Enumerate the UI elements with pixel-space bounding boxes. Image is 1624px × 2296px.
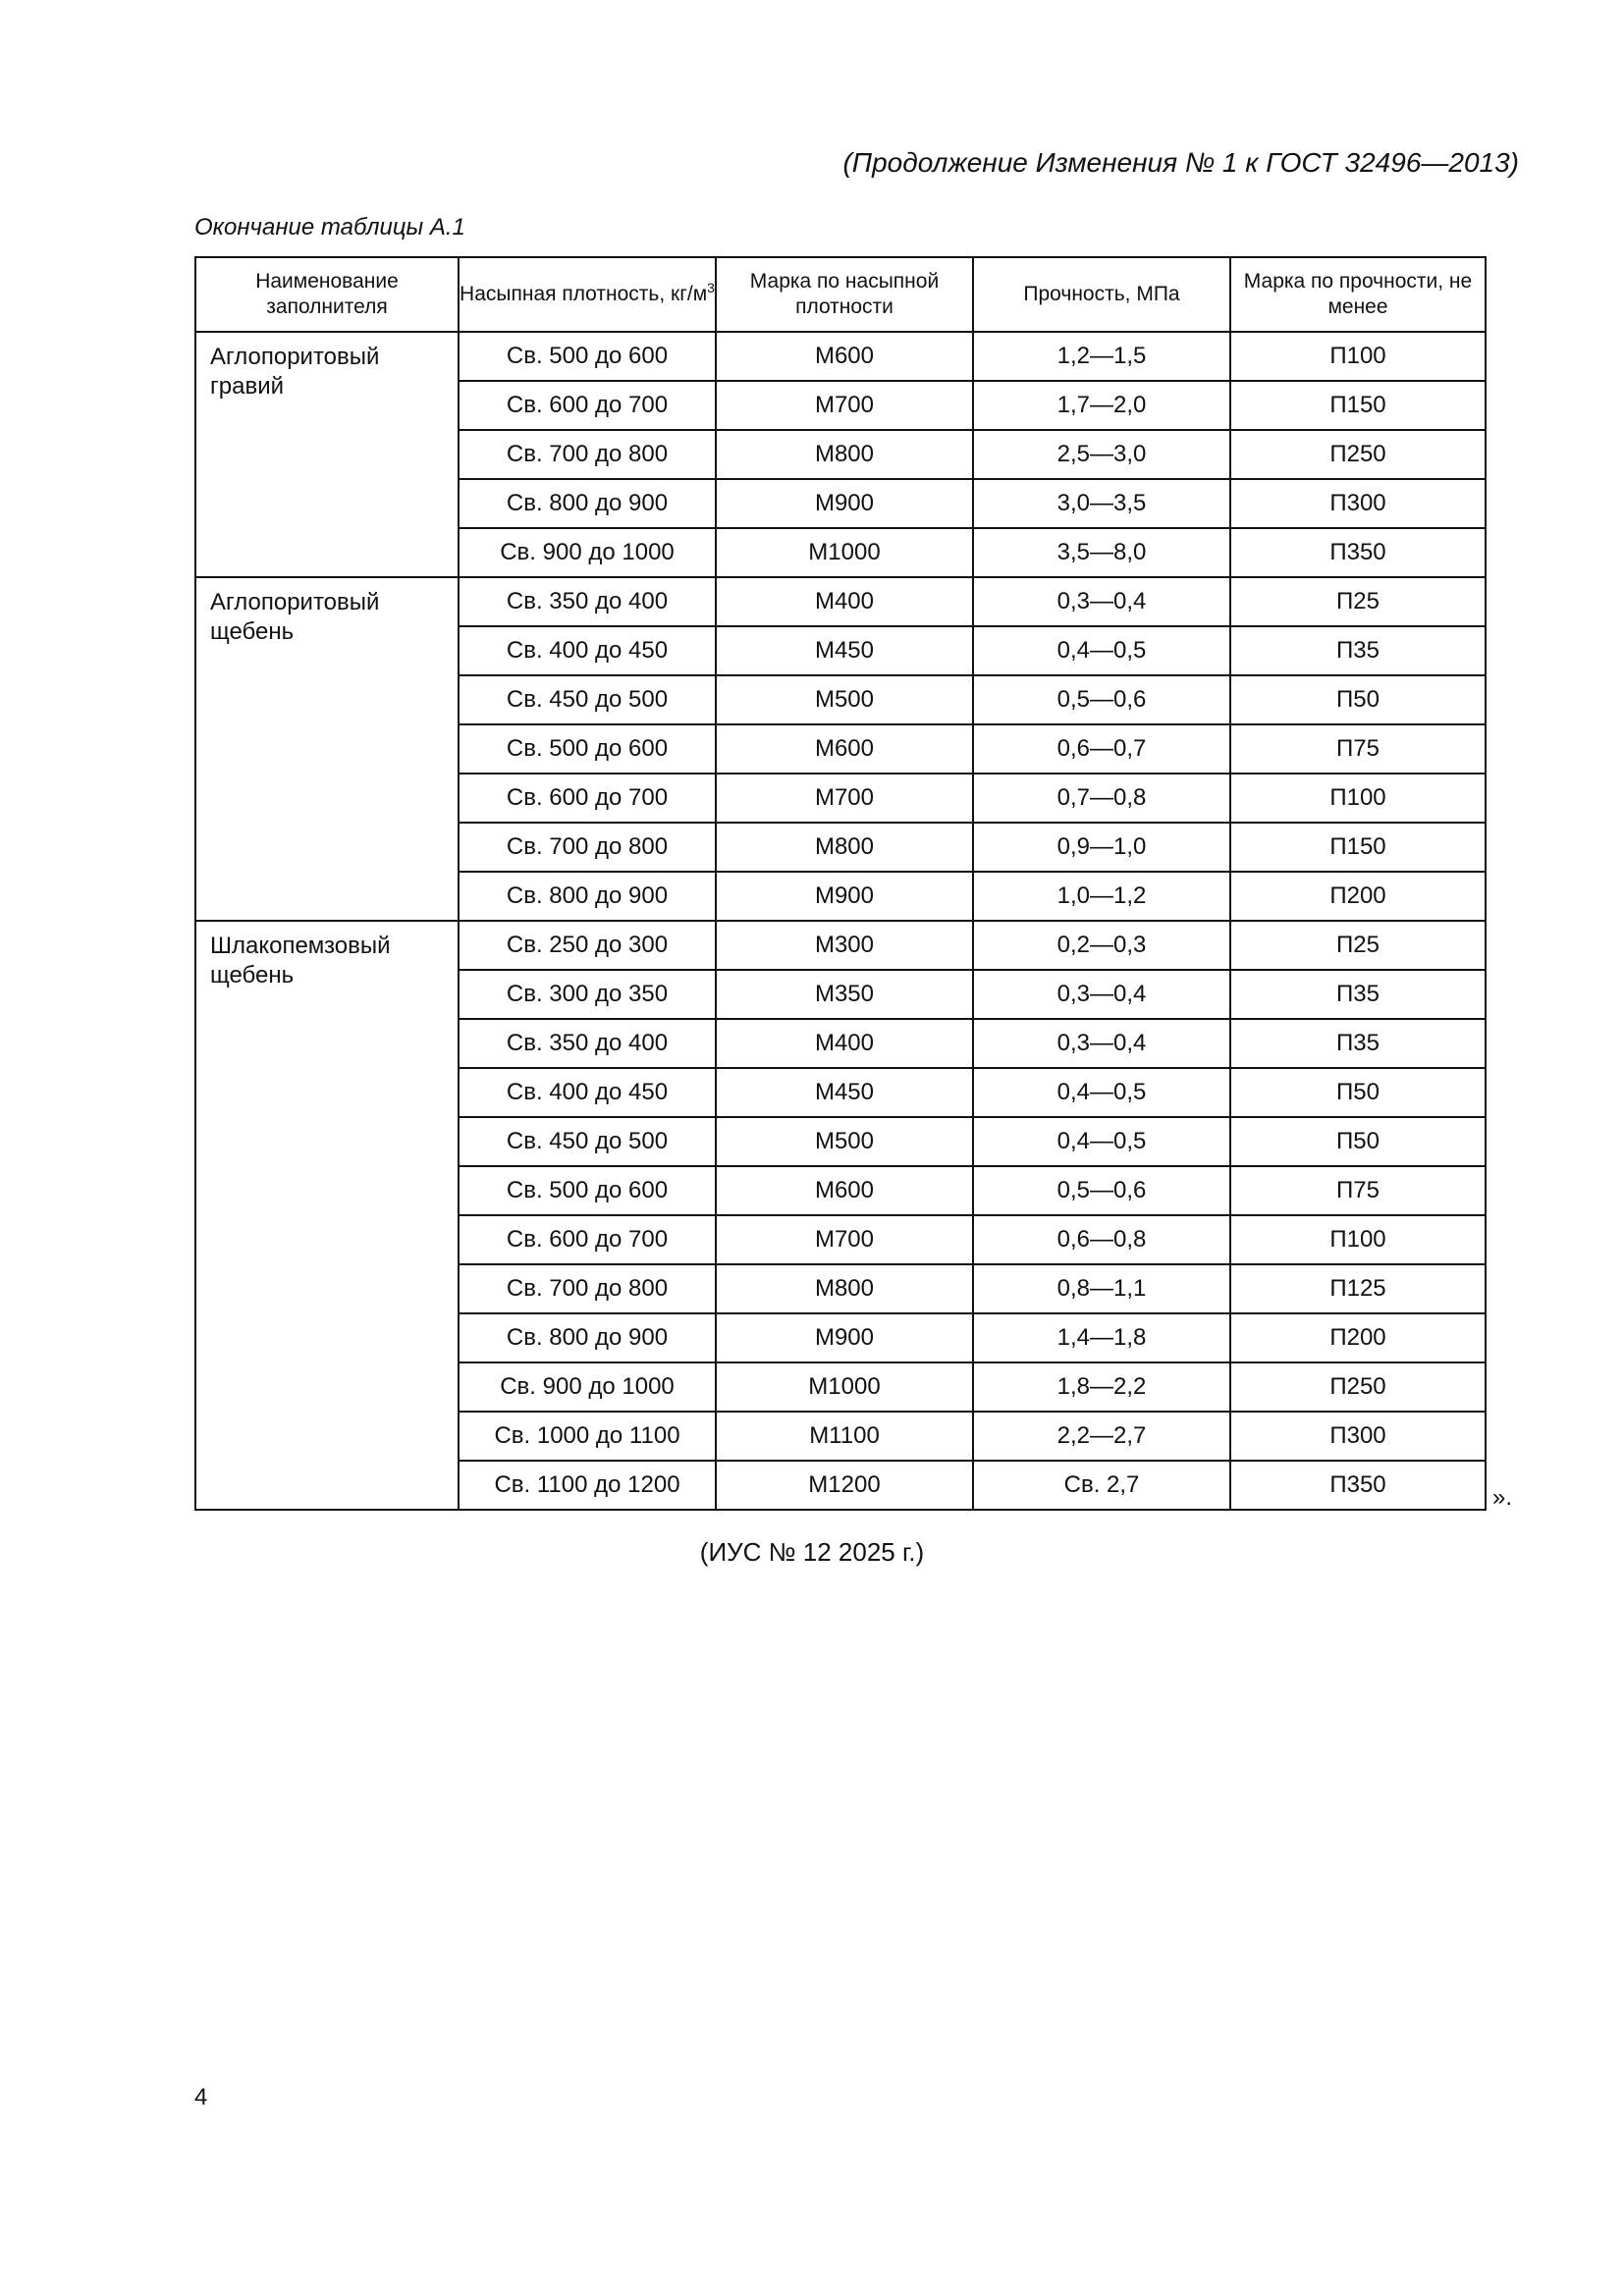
strength-cell: 1,2—1,5 <box>973 332 1230 381</box>
density-grade-cell: М300 <box>716 921 973 970</box>
bulk-density-cell: Св. 250 до 300 <box>459 921 716 970</box>
bulk-density-cell: Св. 700 до 800 <box>459 430 716 479</box>
density-grade-cell: М900 <box>716 1313 973 1362</box>
strength-cell: 0,8—1,1 <box>973 1264 1230 1313</box>
bulk-density-cell: Св. 600 до 700 <box>459 774 716 823</box>
strength-grade-cell: П25 <box>1230 921 1486 970</box>
strength-cell: 1,0—1,2 <box>973 872 1230 921</box>
density-grade-cell: М700 <box>716 774 973 823</box>
amendment-header-note: (Продолжение Изменения № 1 к ГОСТ 32496—2013) <box>842 147 1519 178</box>
bulk-density-cell: Св. 400 до 450 <box>459 626 716 675</box>
header-aggregate-name: Наименование заполнителя <box>195 257 459 332</box>
bulk-density-cell: Св. 400 до 450 <box>459 1068 716 1117</box>
aggregate-name-cell: Аглопоритовый гравий <box>195 332 459 577</box>
density-grade-cell: М700 <box>716 1215 973 1264</box>
strength-grade-cell: П75 <box>1230 1166 1486 1215</box>
density-grade-cell: М400 <box>716 1019 973 1068</box>
bulk-density-cell: Св. 500 до 600 <box>459 724 716 774</box>
strength-grade-cell: П100 <box>1230 1215 1486 1264</box>
bulk-density-cell: Св. 800 до 900 <box>459 872 716 921</box>
header-strength: Прочность, МПа <box>973 257 1230 332</box>
strength-cell: 0,6—0,8 <box>973 1215 1230 1264</box>
strength-cell: 0,4—0,5 <box>973 1117 1230 1166</box>
density-grade-cell: М500 <box>716 1117 973 1166</box>
density-grade-cell: М800 <box>716 823 973 872</box>
strength-grade-cell: П50 <box>1230 1068 1486 1117</box>
aggregate-name-cell: Шлакопемзовый щебень <box>195 921 459 1510</box>
bulk-density-cell: Св. 350 до 400 <box>459 1019 716 1068</box>
density-grade-cell: М600 <box>716 1166 973 1215</box>
header-strength-grade: Марка по прочности, не менее <box>1230 257 1486 332</box>
table-row <box>195 921 1486 970</box>
strength-grade-cell: П100 <box>1230 774 1486 823</box>
closing-quote: ». <box>1492 1484 1513 1511</box>
table-caption: Окончание таблицы А.1 <box>194 214 465 240</box>
density-grade-cell: М800 <box>716 1264 973 1313</box>
strength-grade-cell: П150 <box>1230 381 1486 430</box>
strength-grade-cell: П300 <box>1230 479 1486 528</box>
density-grade-cell: М700 <box>716 381 973 430</box>
bulk-density-cell: Св. 450 до 500 <box>459 675 716 724</box>
bulk-density-cell: Св. 500 до 600 <box>459 332 716 381</box>
table-header-row <box>195 257 1486 332</box>
table-body <box>195 332 1486 1510</box>
strength-grade-cell: П25 <box>1230 577 1486 626</box>
bulk-density-cell: Св. 700 до 800 <box>459 1264 716 1313</box>
density-grade-cell: М400 <box>716 577 973 626</box>
bulk-density-cell: Св. 300 до 350 <box>459 970 716 1019</box>
density-grade-cell: М900 <box>716 479 973 528</box>
strength-cell: 1,7—2,0 <box>973 381 1230 430</box>
density-grade-cell: М1100 <box>716 1412 973 1461</box>
strength-grade-cell: П200 <box>1230 872 1486 921</box>
strength-cell: 0,7—0,8 <box>973 774 1230 823</box>
bulk-density-cell: Св. 1000 до 1100 <box>459 1412 716 1461</box>
density-grade-cell: М1200 <box>716 1461 973 1510</box>
page-number: 4 <box>194 2084 208 2110</box>
density-grade-cell: М500 <box>716 675 973 724</box>
density-grade-cell: М450 <box>716 1068 973 1117</box>
density-grade-cell: М900 <box>716 872 973 921</box>
aggregate-name-cell: Аглопоритовый щебень <box>195 577 459 921</box>
bulk-density-cell: Св. 700 до 800 <box>459 823 716 872</box>
strength-grade-cell: П35 <box>1230 626 1486 675</box>
strength-cell: 0,2—0,3 <box>973 921 1230 970</box>
strength-cell: 0,5—0,6 <box>973 675 1230 724</box>
density-grade-cell: М450 <box>716 626 973 675</box>
bulk-density-cell: Св. 500 до 600 <box>459 1166 716 1215</box>
header-bulk-density <box>459 257 716 332</box>
strength-cell: 0,6—0,7 <box>973 724 1230 774</box>
strength-grade-cell: П100 <box>1230 332 1486 381</box>
strength-cell: 0,4—0,5 <box>973 1068 1230 1117</box>
strength-cell: 0,3—0,4 <box>973 1019 1230 1068</box>
bulk-density-cell: Св. 450 до 500 <box>459 1117 716 1166</box>
strength-grade-cell: П125 <box>1230 1264 1486 1313</box>
aggregate-spec-table <box>194 256 1487 1511</box>
strength-cell: 3,0—3,5 <box>973 479 1230 528</box>
bulk-density-cell: Св. 350 до 400 <box>459 577 716 626</box>
bulk-density-cell: Св. 1100 до 1200 <box>459 1461 716 1510</box>
strength-cell: 1,8—2,2 <box>973 1362 1230 1412</box>
strength-cell: 0,9—1,0 <box>973 823 1230 872</box>
density-grade-cell: М1000 <box>716 1362 973 1412</box>
strength-grade-cell: П75 <box>1230 724 1486 774</box>
header-density-grade: Марка по насыпной плотности <box>716 257 973 332</box>
bulk-density-cell: Св. 900 до 1000 <box>459 1362 716 1412</box>
bulk-density-cell: Св. 800 до 900 <box>459 1313 716 1362</box>
strength-grade-cell: П35 <box>1230 970 1486 1019</box>
table-row <box>195 577 1486 626</box>
strength-cell: 3,5—8,0 <box>973 528 1230 577</box>
density-grade-cell: М600 <box>716 724 973 774</box>
issue-reference: (ИУС № 12 2025 г.) <box>699 1537 925 1567</box>
strength-cell: 2,5—3,0 <box>973 430 1230 479</box>
strength-grade-cell: П50 <box>1230 1117 1486 1166</box>
strength-cell: 0,4—0,5 <box>973 626 1230 675</box>
bulk-density-cell: Св. 600 до 700 <box>459 1215 716 1264</box>
strength-grade-cell: П200 <box>1230 1313 1486 1362</box>
header-bulk-density-label: Насыпная плотность, кг/м <box>460 283 708 305</box>
strength-grade-cell: П300 <box>1230 1412 1486 1461</box>
bulk-density-cell: Св. 900 до 1000 <box>459 528 716 577</box>
strength-grade-cell: П150 <box>1230 823 1486 872</box>
table-row <box>195 332 1486 381</box>
density-grade-cell: М350 <box>716 970 973 1019</box>
bulk-density-cell: Св. 800 до 900 <box>459 479 716 528</box>
header-bulk-density-superscript: 3 <box>707 280 715 295</box>
strength-grade-cell: П350 <box>1230 1461 1486 1510</box>
density-grade-cell: М800 <box>716 430 973 479</box>
strength-grade-cell: П350 <box>1230 528 1486 577</box>
density-grade-cell: М1000 <box>716 528 973 577</box>
strength-cell: 2,2—2,7 <box>973 1412 1230 1461</box>
strength-grade-cell: П250 <box>1230 1362 1486 1412</box>
density-grade-cell: М600 <box>716 332 973 381</box>
strength-grade-cell: П35 <box>1230 1019 1486 1068</box>
strength-grade-cell: П250 <box>1230 430 1486 479</box>
strength-cell: Св. 2,7 <box>973 1461 1230 1510</box>
strength-cell: 0,5—0,6 <box>973 1166 1230 1215</box>
bulk-density-cell: Св. 600 до 700 <box>459 381 716 430</box>
strength-grade-cell: П50 <box>1230 675 1486 724</box>
strength-cell: 1,4—1,8 <box>973 1313 1230 1362</box>
strength-cell: 0,3—0,4 <box>973 577 1230 626</box>
strength-cell: 0,3—0,4 <box>973 970 1230 1019</box>
